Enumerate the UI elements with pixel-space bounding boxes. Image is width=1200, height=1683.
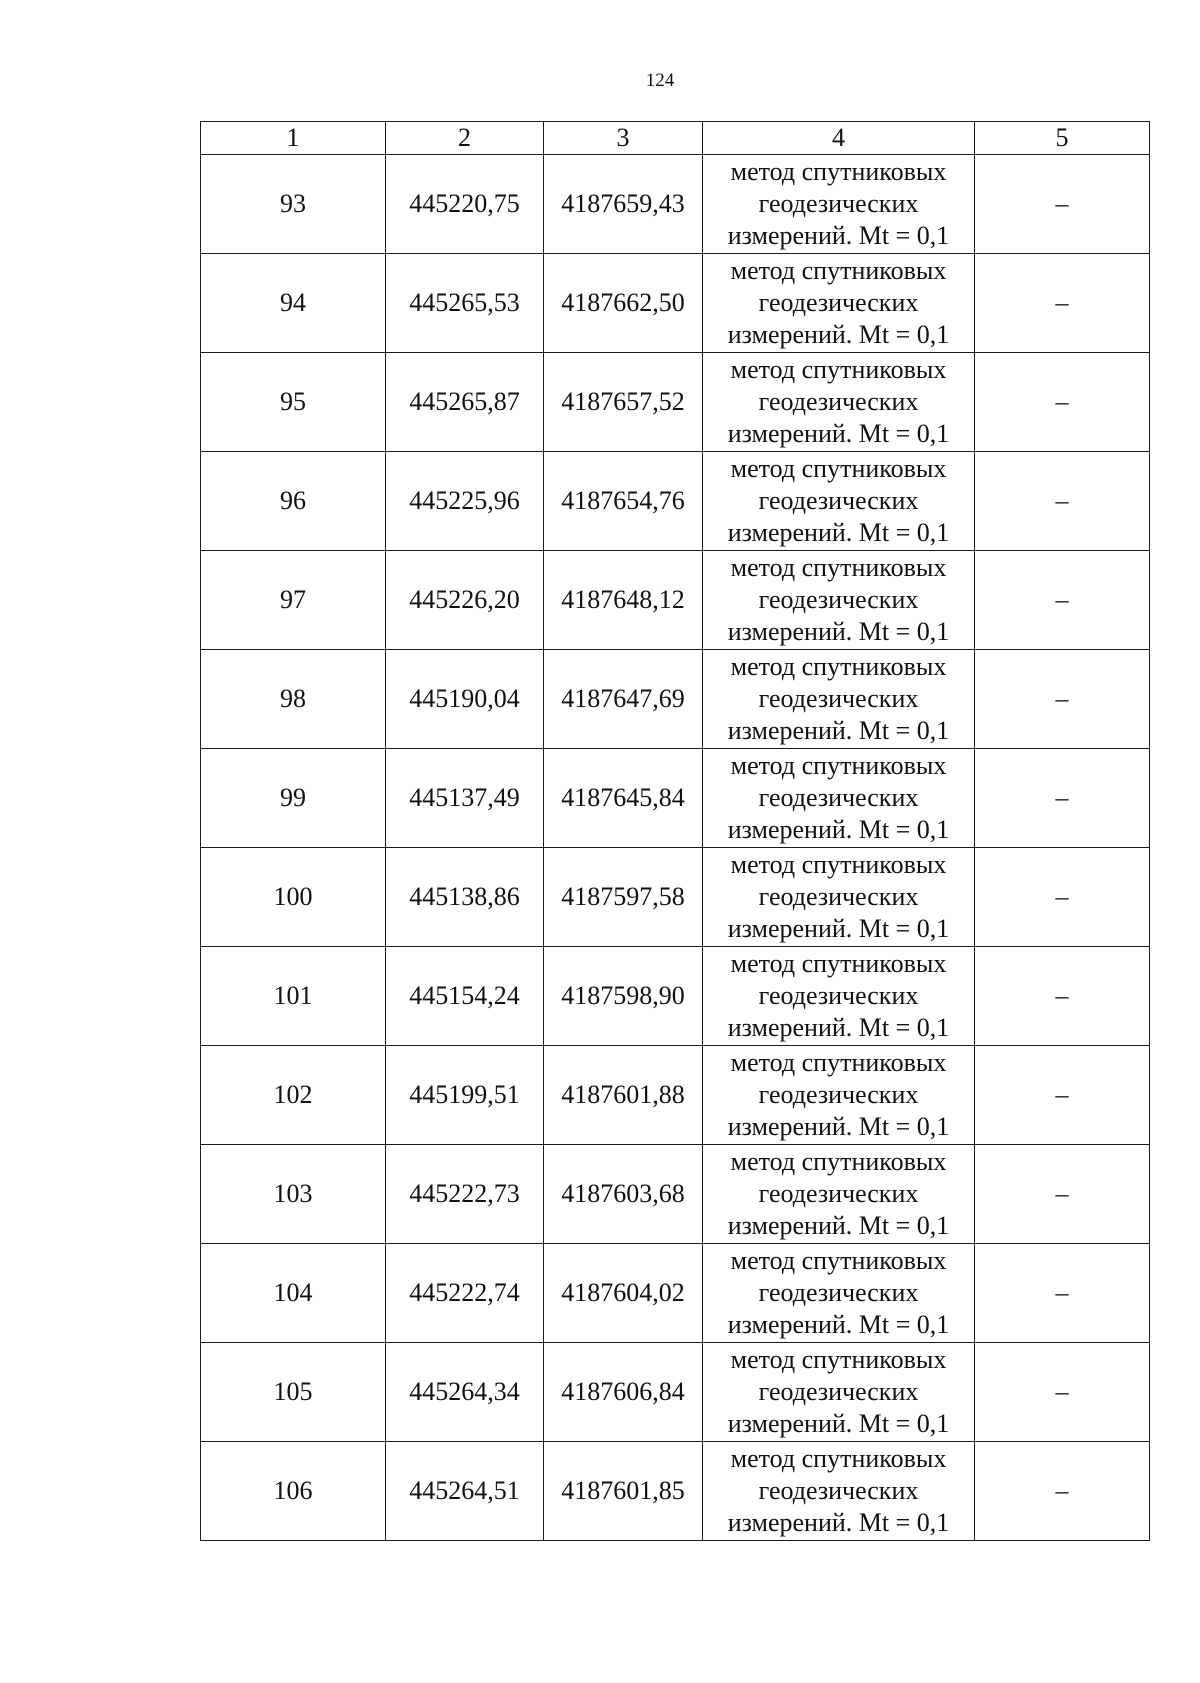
x-coordinate-cell: 445137,49: [386, 749, 544, 848]
method-line-2: геодезических: [758, 486, 919, 515]
method-line-1: метод спутниковых: [730, 454, 947, 483]
note-cell: –: [975, 1442, 1150, 1541]
y-coordinate-cell: 4187606,84: [544, 1343, 703, 1442]
note-cell: –: [975, 749, 1150, 848]
y-coordinate-cell: 4187601,85: [544, 1442, 703, 1541]
point-number-cell: 101: [201, 947, 386, 1046]
method-line-2: геодезических: [758, 1476, 919, 1505]
x-coordinate-cell: 445226,20: [386, 551, 544, 650]
y-coordinate-cell: 4187648,12: [544, 551, 703, 650]
y-coordinate-cell: 4187601,88: [544, 1046, 703, 1145]
method-cell: [703, 1046, 975, 1145]
note-cell: –: [975, 947, 1150, 1046]
table-header-row: [201, 122, 1150, 155]
method-line-2: геодезических: [758, 684, 919, 713]
column-header-2: 2: [386, 122, 544, 155]
table-row: [201, 155, 1150, 254]
method-cell: [703, 452, 975, 551]
method-line-3: измерений. Mt = 0,1: [727, 518, 950, 547]
method-cell: [703, 947, 975, 1046]
note-cell: –: [975, 1046, 1150, 1145]
method-line-2: геодезических: [758, 189, 919, 218]
table-row: [201, 947, 1150, 1046]
note-cell: –: [975, 848, 1150, 947]
column-header-1: 1: [201, 122, 386, 155]
note-cell: –: [975, 650, 1150, 749]
table-row: [201, 1145, 1150, 1244]
point-number-cell: 95: [201, 353, 386, 452]
point-number-cell: 96: [201, 452, 386, 551]
x-coordinate-cell: 445222,74: [386, 1244, 544, 1343]
method-cell: [703, 1145, 975, 1244]
table-row: [201, 452, 1150, 551]
point-number-cell: 99: [201, 749, 386, 848]
note-cell: –: [975, 353, 1150, 452]
x-coordinate-cell: 445265,87: [386, 353, 544, 452]
column-header-3: 3: [544, 122, 703, 155]
column-header-4: 4: [703, 122, 975, 155]
point-number-cell: 98: [201, 650, 386, 749]
note-cell: –: [975, 155, 1150, 254]
table-body: [201, 155, 1150, 1541]
y-coordinate-cell: 4187662,50: [544, 254, 703, 353]
method-line-3: измерений. Mt = 0,1: [727, 716, 950, 745]
method-line-3: измерений. Mt = 0,1: [727, 221, 950, 250]
method-line-2: геодезических: [758, 1179, 919, 1208]
x-coordinate-cell: 445222,73: [386, 1145, 544, 1244]
note-cell: –: [975, 1343, 1150, 1442]
method-line-2: геодезических: [758, 1377, 919, 1406]
method-cell: [703, 1442, 975, 1541]
method-line-2: геодезических: [758, 981, 919, 1010]
note-cell: –: [975, 254, 1150, 353]
x-coordinate-cell: 445199,51: [386, 1046, 544, 1145]
note-cell: –: [975, 452, 1150, 551]
method-line-1: метод спутниковых: [730, 850, 947, 879]
x-coordinate-cell: 445264,34: [386, 1343, 544, 1442]
table-row: [201, 551, 1150, 650]
method-line-1: метод спутниковых: [730, 751, 947, 780]
method-line-2: геодезических: [758, 882, 919, 911]
method-cell: [703, 848, 975, 947]
method-line-1: метод спутниковых: [730, 1147, 947, 1176]
method-line-1: метод спутниковых: [730, 1246, 947, 1275]
table-row: [201, 1343, 1150, 1442]
method-line-3: измерений. Mt = 0,1: [727, 617, 950, 646]
method-line-1: метод спутниковых: [730, 1345, 947, 1374]
x-coordinate-cell: 445264,51: [386, 1442, 544, 1541]
table-row: [201, 254, 1150, 353]
note-cell: –: [975, 1244, 1150, 1343]
method-line-1: метод спутниковых: [730, 1444, 947, 1473]
method-line-3: измерений. Mt = 0,1: [727, 320, 950, 349]
coordinates-table: [200, 121, 1150, 1541]
method-cell: [703, 1244, 975, 1343]
method-line-1: метод спутниковых: [730, 652, 947, 681]
table-row: [201, 353, 1150, 452]
y-coordinate-cell: 4187654,76: [544, 452, 703, 551]
method-line-3: измерений. Mt = 0,1: [727, 1112, 950, 1141]
table-row: [201, 848, 1150, 947]
method-line-3: измерений. Mt = 0,1: [727, 815, 950, 844]
point-number-cell: 103: [201, 1145, 386, 1244]
method-line-2: геодезических: [758, 1278, 919, 1307]
x-coordinate-cell: 445265,53: [386, 254, 544, 353]
column-header-5: 5: [975, 122, 1150, 155]
method-cell: [703, 650, 975, 749]
table-row: [201, 1046, 1150, 1145]
x-coordinate-cell: 445220,75: [386, 155, 544, 254]
note-cell: –: [975, 1145, 1150, 1244]
method-line-3: измерений. Mt = 0,1: [727, 419, 950, 448]
method-line-3: измерений. Mt = 0,1: [727, 1013, 950, 1042]
y-coordinate-cell: 4187598,90: [544, 947, 703, 1046]
method-line-3: измерений. Mt = 0,1: [727, 914, 950, 943]
method-line-2: геодезических: [758, 585, 919, 614]
method-line-1: метод спутниковых: [730, 949, 947, 978]
method-line-1: метод спутниковых: [730, 1048, 947, 1077]
method-cell: [703, 551, 975, 650]
method-line-3: измерений. Mt = 0,1: [727, 1508, 950, 1537]
method-line-3: измерений. Mt = 0,1: [727, 1310, 950, 1339]
point-number-cell: 97: [201, 551, 386, 650]
x-coordinate-cell: 445190,04: [386, 650, 544, 749]
point-number-cell: 100: [201, 848, 386, 947]
method-line-1: метод спутниковых: [730, 157, 947, 186]
point-number-cell: 106: [201, 1442, 386, 1541]
method-line-1: метод спутниковых: [730, 256, 947, 285]
table-row: [201, 1442, 1150, 1541]
x-coordinate-cell: 445225,96: [386, 452, 544, 551]
y-coordinate-cell: 4187604,02: [544, 1244, 703, 1343]
point-number-cell: 105: [201, 1343, 386, 1442]
x-coordinate-cell: 445138,86: [386, 848, 544, 947]
table-row: [201, 749, 1150, 848]
method-line-2: геодезических: [758, 1080, 919, 1109]
y-coordinate-cell: 4187659,43: [544, 155, 703, 254]
method-line-2: геодезических: [758, 783, 919, 812]
point-number-cell: 104: [201, 1244, 386, 1343]
method-cell: [703, 1343, 975, 1442]
table-row: [201, 1244, 1150, 1343]
y-coordinate-cell: 4187597,58: [544, 848, 703, 947]
method-cell: [703, 155, 975, 254]
table-row: [201, 650, 1150, 749]
method-cell: [703, 254, 975, 353]
method-cell: [703, 353, 975, 452]
y-coordinate-cell: 4187603,68: [544, 1145, 703, 1244]
point-number-cell: 102: [201, 1046, 386, 1145]
y-coordinate-cell: 4187645,84: [544, 749, 703, 848]
note-cell: –: [975, 551, 1150, 650]
page-number: 124: [645, 70, 675, 91]
point-number-cell: 93: [201, 155, 386, 254]
method-line-1: метод спутниковых: [730, 553, 947, 582]
point-number-cell: 94: [201, 254, 386, 353]
method-line-1: метод спутниковых: [730, 355, 947, 384]
method-line-2: геодезических: [758, 288, 919, 317]
method-line-3: измерений. Mt = 0,1: [727, 1409, 950, 1438]
method-line-3: измерений. Mt = 0,1: [727, 1211, 950, 1240]
y-coordinate-cell: 4187647,69: [544, 650, 703, 749]
x-coordinate-cell: 445154,24: [386, 947, 544, 1046]
y-coordinate-cell: 4187657,52: [544, 353, 703, 452]
method-cell: [703, 749, 975, 848]
method-line-2: геодезических: [758, 387, 919, 416]
